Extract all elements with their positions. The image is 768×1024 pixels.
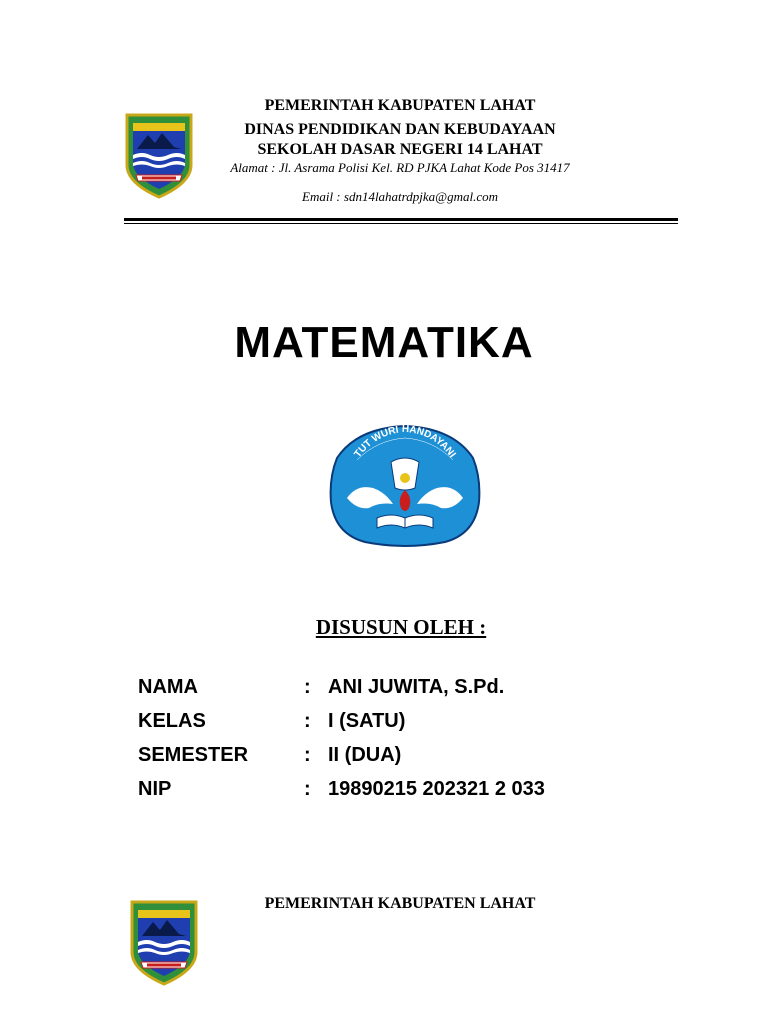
lahat-regency-emblem-icon <box>127 896 201 986</box>
info-label: KELAS <box>138 710 206 732</box>
info-colon: : <box>304 744 311 766</box>
header-line-3: SEKOLAH DASAR NEGERI 14 LAHAT <box>257 141 543 158</box>
info-value: II (DUA) <box>328 744 402 766</box>
header-divider-thin <box>124 223 678 224</box>
header-line-1: PEMERINTAH KABUPATEN LAHAT <box>264 97 536 114</box>
author-heading: DISUSUN OLEH : <box>315 615 487 639</box>
info-colon: : <box>304 676 311 698</box>
info-row-kelas <box>138 710 658 744</box>
info-value: ANI JUWITA, S.Pd. <box>328 676 505 698</box>
info-row-nip <box>138 778 658 812</box>
info-row-semester <box>138 744 658 778</box>
tut-wuri-handayani-logo-icon <box>327 418 483 553</box>
info-colon: : <box>304 778 311 800</box>
header-address: Alamat : Jl. Asrama Polisi Kel. RD PJKA Lahat Kode Pos 31417 <box>230 160 570 175</box>
header-divider-thick <box>124 218 678 221</box>
header-line-2: DINAS PENDIDIKAN DAN KEBUDAYAAN <box>244 121 556 138</box>
header-email: Email : sdn14lahatrdpjka@gmal.com <box>302 189 498 204</box>
footer-line-1: PEMERINTAH KABUPATEN LAHAT <box>264 895 536 912</box>
document-title: MATEMATIKA <box>234 318 534 367</box>
lahat-regency-emblem-icon <box>122 109 196 199</box>
info-value: 19890215 202321 2 033 <box>328 778 545 800</box>
info-label: SEMESTER <box>138 744 249 766</box>
info-row-nama <box>138 676 658 710</box>
info-value: I (SATU) <box>328 710 406 732</box>
author-info <box>138 676 658 812</box>
svg-text:TUT WURI HANDAYANI: TUT WURI HANDAYANI <box>352 423 458 460</box>
info-label: NAMA <box>138 676 198 698</box>
info-label: NIP <box>138 778 172 800</box>
info-colon: : <box>304 710 311 732</box>
